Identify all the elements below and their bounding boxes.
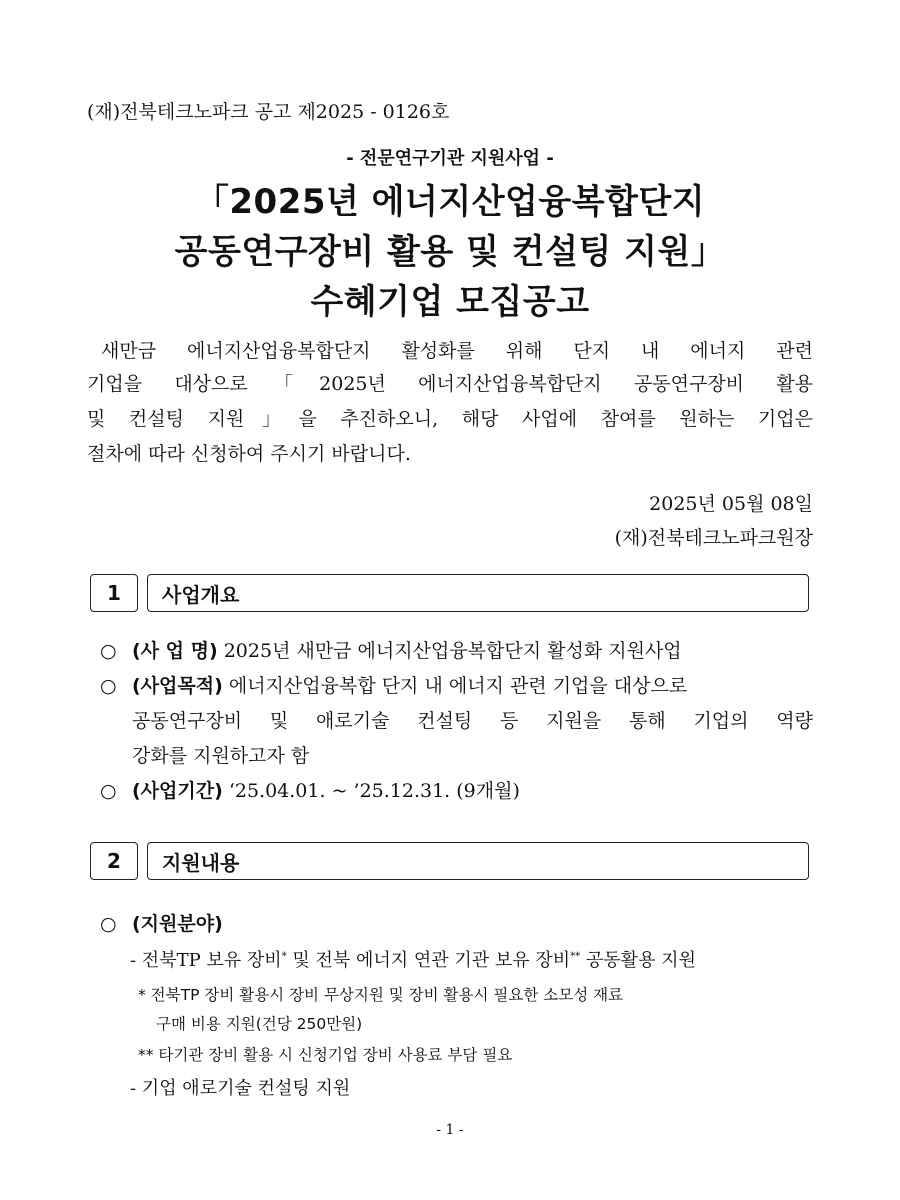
intro-line-4: 절차에 따라 신청하여 주시기 바랍니다. bbox=[87, 443, 411, 465]
page-number: - 1 - bbox=[436, 1122, 464, 1138]
intro-line-3: 및 컨설팅 지원」을 추진하오니, 해당 사업에 참여를 원하는 기업은 bbox=[87, 408, 813, 430]
footnote-1: * 전북TP 장비 활용시 장비 무상지원 및 장비 활용시 필요한 소모성 재료 bbox=[138, 986, 624, 1004]
intro-line-2: 기업을 대상으로「2025년 에너지산업융복합단지 공동연구장비 활용 bbox=[87, 373, 813, 395]
title-line-2: 공동연구장비 활용 및 컨설팅 지원」 bbox=[174, 232, 726, 272]
support-item-consulting: - 기업 애로기술 컨설팅 지원 bbox=[130, 1078, 351, 1099]
footnote-1-continuation: 구매 비용 지원(건당 250만원) bbox=[156, 1015, 363, 1033]
footnote-2: ** 타기관 장비 활용 시 신청기업 장비 사용료 부담 필요 bbox=[138, 1046, 513, 1064]
section-1-title: 사업개요 bbox=[147, 574, 809, 612]
bullet-text: 2025년 새만금 에너지산업융복합단지 활성화 지원사업 bbox=[217, 640, 682, 662]
bullet-support-field bbox=[100, 909, 223, 936]
title-line-1: 「2025년 에너지산업융복합단지 bbox=[194, 182, 706, 222]
bullet-text: 에너지산업융복합 단지 내 에너지 관련 기업을 대상으로 bbox=[222, 675, 688, 697]
intro-line-1: 새만금 에너지산업융복합단지 활성화를 위해 단지 내 에너지 관련 bbox=[101, 340, 813, 362]
bullet-mark: ○ bbox=[100, 913, 117, 935]
bullet-mark: ○ bbox=[100, 640, 117, 662]
section-2-title: 지원내용 bbox=[147, 842, 809, 880]
bullet-label: (지원분야) bbox=[132, 913, 223, 935]
title-line-3: 수혜기업 모집공고 bbox=[310, 282, 590, 322]
bullet-label: (사업목적) bbox=[132, 675, 223, 697]
purpose-continuation-2: 강화를 지원하고자 함 bbox=[132, 745, 310, 767]
purpose-continuation-1: 공동연구장비 및 애로기술 컨설팅 등 지원을 통해 기업의 역량 bbox=[132, 710, 813, 732]
issuer-name: (재)전북테크노파크원장 bbox=[614, 527, 813, 549]
bullet-mark: ○ bbox=[100, 675, 117, 697]
bullet-label: (사 업 명) bbox=[132, 640, 218, 662]
bullet-mark: ○ bbox=[100, 780, 117, 802]
section-2-number: 2 bbox=[90, 842, 138, 880]
notice-number: (재)전북테크노파크 공고 제2025 - 0126호 bbox=[87, 101, 450, 123]
bullet-business-purpose bbox=[100, 671, 687, 698]
bullet-label: (사업기간) bbox=[132, 780, 223, 802]
support-item-equipment: - 전북TP 보유 장비* 및 전북 에너지 연관 기관 보유 장비** 공동활용 지원 bbox=[130, 950, 696, 971]
section-1-number: 1 bbox=[90, 574, 138, 612]
bullet-business-period bbox=[100, 776, 520, 803]
bullet-text: ‘25.04.01. ~ ’25.12.31. (9개월) bbox=[222, 780, 520, 802]
subtitle: - 전문연구기관 지원사업 - bbox=[346, 148, 554, 169]
bullet-business-name bbox=[100, 636, 682, 663]
notice-date: 2025년 05월 08일 bbox=[649, 493, 813, 515]
